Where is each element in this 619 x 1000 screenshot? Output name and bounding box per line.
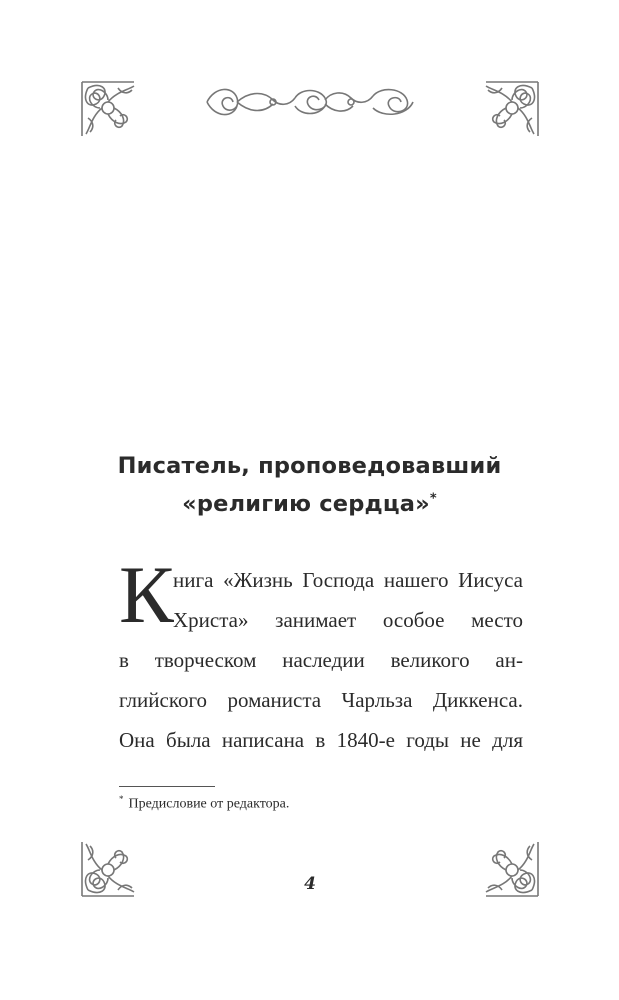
drop-cap: К <box>119 549 174 640</box>
ornament-bottom-right-icon <box>482 838 542 900</box>
footnote-marker-bottom: * <box>119 794 124 804</box>
ornament-top-center-icon <box>203 80 417 124</box>
text-line-1: нига «Жизнь Господа нашего Иисуса <box>173 568 523 592</box>
text-line-4: глийского романиста Чарльза Диккенса. <box>119 688 523 712</box>
page-number: 4 <box>304 874 316 894</box>
chapter-title-line-2-text: «религию сердца» <box>182 491 430 517</box>
footnote <box>119 794 289 813</box>
chapter-title-line-2 <box>60 485 559 523</box>
footnote-marker: * <box>429 491 437 507</box>
footnote-text: Предисловие от редактора. <box>128 796 290 812</box>
footnote-divider <box>119 786 215 787</box>
ornament-top-right-icon <box>482 78 542 140</box>
text-line-2: Христа» занимает особое место <box>173 608 523 632</box>
text-line-3: в творческом наследии великого ан- <box>119 648 523 672</box>
chapter-title <box>60 447 559 523</box>
ornament-top-left-icon <box>78 78 138 140</box>
chapter-title-line-1: Писатель, проповедовавший <box>117 453 502 479</box>
text-line-5: Она была написана в 1840-е годы не для <box>119 728 523 752</box>
ornament-bottom-left-icon <box>78 838 138 900</box>
